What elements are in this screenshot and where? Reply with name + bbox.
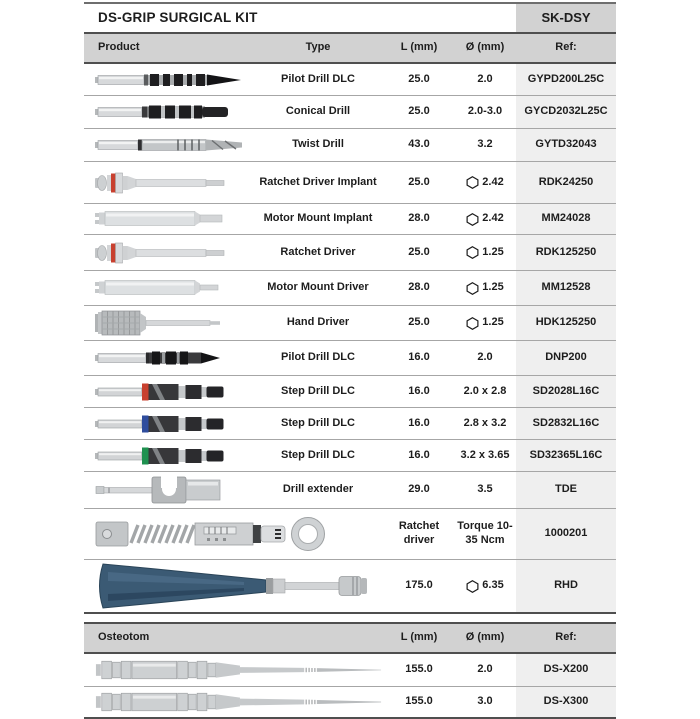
ratchet-hand-driver-image [94, 561, 376, 611]
diameter-cell [454, 687, 516, 717]
table-row [84, 204, 616, 235]
type-cell: Hand Driver [286, 316, 350, 329]
osteotom-section-label: Osteotom [98, 631, 150, 644]
diameter-cell [454, 560, 516, 612]
hexagon-icon [466, 246, 479, 259]
length-cell: 155.0 [405, 695, 433, 708]
table-row [84, 560, 616, 614]
torque-ratchet-wrench-image [94, 510, 334, 558]
product-cell [84, 204, 252, 234]
col-header-length: L (mm) [400, 631, 438, 644]
ref-cell: 1000201 [516, 509, 616, 559]
product-cell [84, 560, 384, 612]
diameter-value: 1.25 [482, 316, 504, 329]
product-cell [84, 654, 384, 686]
type-cell: Ratchet Driver [280, 245, 356, 258]
type-cell: Step Drill DLC [281, 384, 355, 397]
ratchet-driver-implant-image [94, 166, 230, 200]
page-title: DS-GRIP SURGICAL KIT [98, 9, 258, 25]
length-cell: 16.0 [408, 384, 430, 397]
table-row [84, 408, 616, 440]
section-gap [84, 614, 616, 622]
pilot-drill-dlc-short-image [94, 345, 224, 371]
diameter-value: 3.0 [477, 695, 493, 708]
step-drill-red-image [94, 378, 226, 406]
length-cell: 25.0 [408, 105, 430, 118]
type-cell: Ratchet Driver Implant [259, 175, 377, 188]
length-cell: 155.0 [405, 663, 433, 676]
type-cell: Motor Mount Driver [267, 281, 369, 294]
product-cell [84, 129, 252, 161]
diameter-cell [454, 96, 516, 128]
step-drill-blue-image [94, 410, 226, 438]
diameter-value: 1.25 [482, 245, 504, 258]
drill-extender-image [94, 472, 230, 508]
step-drill-green-image [94, 442, 226, 470]
ref-cell: GYPD200L25C [516, 64, 616, 95]
product-cell [84, 64, 252, 95]
diameter-value: 2.0 [477, 351, 493, 364]
diameter-cell [454, 162, 516, 203]
table-row [84, 306, 616, 341]
hexagon-icon [466, 282, 479, 295]
product-cell [84, 509, 384, 559]
diameter-value: 3.2 x 3.65 [460, 448, 510, 461]
table-row [84, 376, 616, 408]
product-cell [84, 306, 252, 340]
diameter-cell [454, 271, 516, 305]
diameter-value: 6.35 [482, 579, 504, 592]
ref-cell: RDK125250 [516, 235, 616, 270]
ref-cell: MM24028 [516, 204, 616, 234]
ref-cell: GYTD32043 [516, 129, 616, 161]
ref-cell: SD2028L16C [516, 376, 616, 407]
type-cell: Motor Mount Implant [263, 212, 373, 225]
ref-cell: DNP200 [516, 341, 616, 375]
type-cell: Step Drill DLC [281, 416, 355, 429]
hexagon-icon [466, 580, 479, 593]
col-header-ref: Ref: [555, 631, 577, 644]
product-cell [84, 376, 252, 407]
table-row [84, 162, 616, 204]
length-cell: 28.0 [408, 281, 430, 294]
motor-mount-driver-image [94, 275, 230, 301]
ref-cell: DS-X200 [516, 654, 616, 686]
type-cell: Conical Drill [285, 105, 351, 118]
diameter-cell [454, 129, 516, 161]
diameter-cell [454, 64, 516, 95]
diameter-value: 2.42 [482, 212, 504, 225]
product-cell [84, 96, 252, 128]
ref-cell: TDE [516, 472, 616, 508]
diameter-cell [454, 235, 516, 270]
length-cell: 25.0 [408, 175, 430, 188]
product-cell [84, 235, 252, 270]
product-cell [84, 440, 252, 471]
motor-mount-implant-image [94, 206, 230, 232]
diameter-cell [454, 509, 516, 559]
table-row [84, 96, 616, 129]
osteotome-image [94, 687, 384, 717]
diameter-value: 3.2 [477, 138, 493, 151]
pilot-drill-dlc-image [94, 67, 242, 93]
col-header-diameter: Ø (mm) [465, 631, 505, 644]
table-row [84, 472, 616, 509]
diameter-cell [454, 306, 516, 340]
col-header-length: L (mm) [400, 41, 438, 54]
length-cell: 25.0 [408, 245, 430, 258]
catalog-table [84, 2, 616, 719]
diameter-cell [454, 472, 516, 508]
kit-ref-badge: SK-DSY [516, 4, 616, 32]
product-cell [84, 472, 252, 508]
ref-cell: DS-X300 [516, 687, 616, 717]
diameter-cell [454, 341, 516, 375]
table-row [84, 509, 616, 560]
ratchet-driver-image [94, 236, 230, 270]
length-cell: 29.0 [408, 483, 430, 496]
diameter-value: 2.0 [477, 663, 493, 676]
ref-cell: SD2832L16C [516, 408, 616, 439]
diameter-value: 1.25 [482, 281, 504, 294]
table-row [84, 235, 616, 271]
hexagon-icon [466, 317, 479, 330]
ref-cell: GYCD2032L25C [516, 96, 616, 128]
length-cell: 16.0 [408, 351, 430, 364]
ref-cell: RHD [516, 560, 616, 612]
ref-cell: HDK125250 [516, 306, 616, 340]
title-row [84, 4, 616, 34]
type-cell: Twist Drill [292, 138, 344, 151]
length-cell: 43.0 [408, 138, 430, 151]
ref-cell: RDK24250 [516, 162, 616, 203]
ref-cell: SD32365L16C [516, 440, 616, 471]
osteotome-image [94, 655, 384, 685]
diameter-cell [454, 408, 516, 439]
col-header-type: Type [305, 41, 331, 54]
table-row [84, 64, 616, 96]
length-cell: 28.0 [408, 212, 430, 225]
type-cell: Pilot Drill DLC [281, 72, 355, 85]
length-cell: 25.0 [408, 72, 430, 85]
hexagon-icon [466, 176, 479, 189]
diameter-value: 3.5 [477, 483, 493, 496]
hexagon-icon [466, 213, 479, 226]
diameter-value: Torque 10-35 Ncm [457, 520, 513, 546]
diameter-cell [454, 204, 516, 234]
length-cell: 16.0 [408, 416, 430, 429]
length-cell: 25.0 [408, 316, 430, 329]
ref-cell: MM12528 [516, 271, 616, 305]
product-cell [84, 162, 252, 203]
col-header-product: Product [98, 41, 140, 54]
col-header-diameter: Ø (mm) [465, 41, 505, 54]
diameter-value: 2.0-3.0 [467, 105, 503, 118]
diameter-value: 2.0 [477, 72, 493, 85]
table-row [84, 687, 616, 719]
table-row [84, 440, 616, 472]
diameter-cell [454, 440, 516, 471]
length-cell: 16.0 [408, 448, 430, 461]
conical-drill-image [94, 99, 242, 125]
twist-drill-image [94, 132, 242, 158]
table-row [84, 654, 616, 687]
length-cell: 175.0 [405, 579, 433, 592]
type-cell: Drill extender [282, 483, 354, 496]
product-cell [84, 687, 384, 717]
table-row [84, 341, 616, 376]
product-cell [84, 408, 252, 439]
diameter-cell [454, 654, 516, 686]
col-header-ref: Ref: [555, 41, 577, 54]
length-cell: Ratchet driver [398, 520, 440, 546]
osteotom-header-row [84, 622, 616, 654]
product-cell [84, 341, 252, 375]
type-cell: Step Drill DLC [281, 448, 355, 461]
diameter-value: 2.0 x 2.8 [463, 384, 507, 397]
table-row [84, 271, 616, 306]
diameter-value: 2.42 [482, 175, 504, 188]
diameter-cell [454, 376, 516, 407]
product-cell [84, 271, 252, 305]
table-row [84, 129, 616, 162]
diameter-value: 2.8 x 3.2 [463, 416, 507, 429]
type-cell: Pilot Drill DLC [281, 351, 355, 364]
hand-driver-image [94, 308, 230, 338]
column-header-row [84, 34, 616, 64]
